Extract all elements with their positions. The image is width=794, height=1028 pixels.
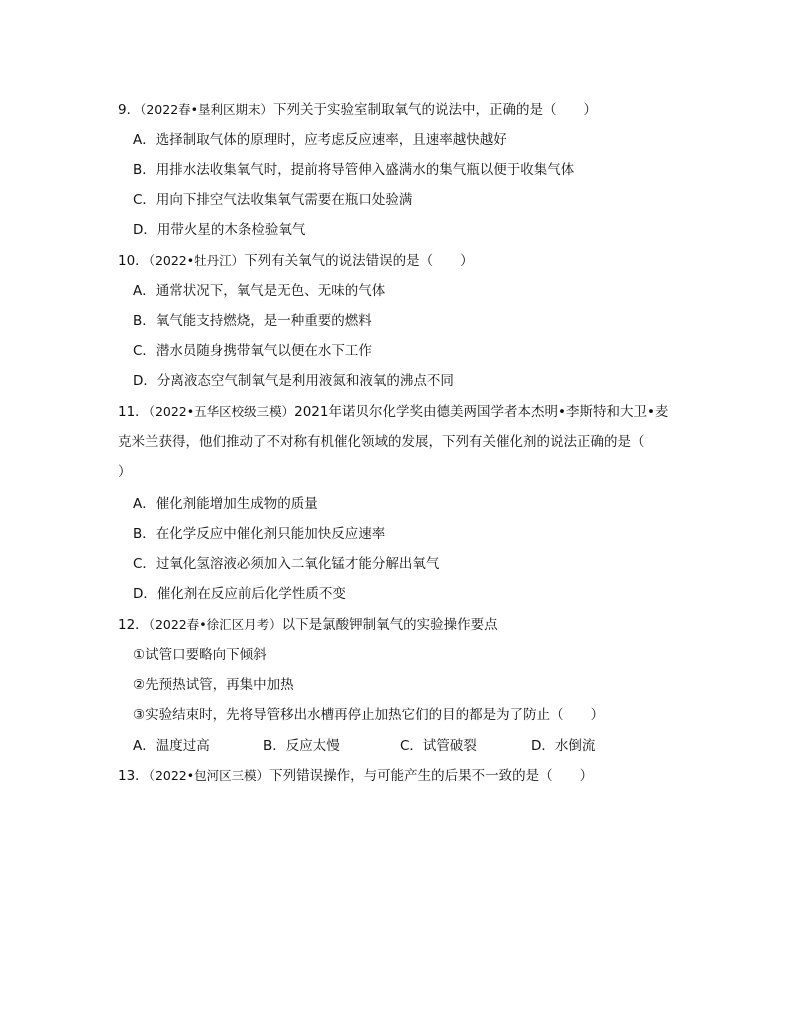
question-stem: 下列有关氧气的说法错误的是（ ） — [244, 253, 474, 269]
option-b: B．反应太慢 — [263, 738, 340, 754]
option-b: B．氧气能支持燃烧，是一种重要的燃料 — [133, 313, 372, 329]
question-source: （2022•包河区三模） — [148, 768, 270, 783]
question-12-header — [118, 615, 498, 635]
question-stem-continued: 克米兰获得，他们推动了不对称有机催化领域的发展，下列有关催化剂的说法正确的是（ — [118, 434, 645, 450]
numbered-item: ①试管口要略向下倾斜 — [133, 647, 267, 663]
question-10-header — [118, 251, 474, 271]
option-c: C．用向下排空气法收集氧气需要在瓶口处验满 — [133, 192, 413, 208]
option-b: B．用排水法收集氧气时，提前将导管伸入盛满水的集气瓶以便于收集气体 — [133, 162, 575, 178]
option-b: B．在化学反应中催化剂只能加快反应速率 — [133, 526, 386, 542]
question-9-header — [118, 100, 597, 120]
option-d: D．用带火星的木条检验氧气 — [133, 222, 306, 238]
question-13-header — [118, 766, 593, 786]
question-source: （2022•五华区校级三模） — [148, 404, 295, 419]
option-c: C．潜水员随身携带氧气以便在水下工作 — [133, 343, 372, 359]
question-source: （2022•牡丹江） — [148, 253, 245, 268]
question-stem: 下列关于实验室制取氧气的说法中，正确的是（ ） — [273, 102, 598, 118]
option-c: C．过氧化氢溶液必须加入二氧化锰才能分解出氧气 — [133, 556, 440, 572]
option-a: A．温度过高 — [133, 738, 210, 754]
question-number: 11． — [118, 404, 149, 420]
option-c: C．试管破裂 — [400, 738, 477, 754]
option-a: A．催化剂能增加生成物的质量 — [133, 496, 318, 512]
option-a: A．选择制取气体的原理时，应考虑反应速率，且速率越快越好 — [133, 132, 507, 148]
option-d: D．分离液态空气制氧气是利用液氮和液氧的沸点不同 — [133, 373, 454, 389]
question-number: 10． — [118, 253, 149, 269]
option-d: D．催化剂在反应前后化学性质不变 — [133, 586, 346, 602]
question-source: （2022春•垦利区期末） — [140, 102, 274, 117]
question-number: 13． — [118, 768, 149, 784]
numbered-item: ②先预热试管，再集中加热 — [133, 677, 294, 693]
question-stem: 2021年诺贝尔化学奖由德美两国学者本杰明•李斯特和大卫•麦 — [294, 404, 669, 420]
question-stem: 下列错误操作，与可能产生的后果不一致的是（ ） — [269, 768, 594, 784]
question-number: 12． — [118, 617, 149, 633]
question-number: 9． — [118, 102, 141, 118]
question-stem: 以下是氯酸钾制氧气的实验操作要点 — [281, 617, 498, 633]
option-d: D．水倒流 — [531, 738, 596, 754]
question-stem-continued: ） — [118, 464, 132, 480]
question-source: （2022春•徐汇区月考） — [148, 617, 282, 632]
question-11-header — [118, 402, 668, 422]
option-a: A．通常状况下，氧气是无色、无味的气体 — [133, 283, 386, 299]
numbered-item: ③实验结束时，先将导管移出水槽再停止加热它们的目的都是为了防止（ ） — [133, 707, 605, 723]
